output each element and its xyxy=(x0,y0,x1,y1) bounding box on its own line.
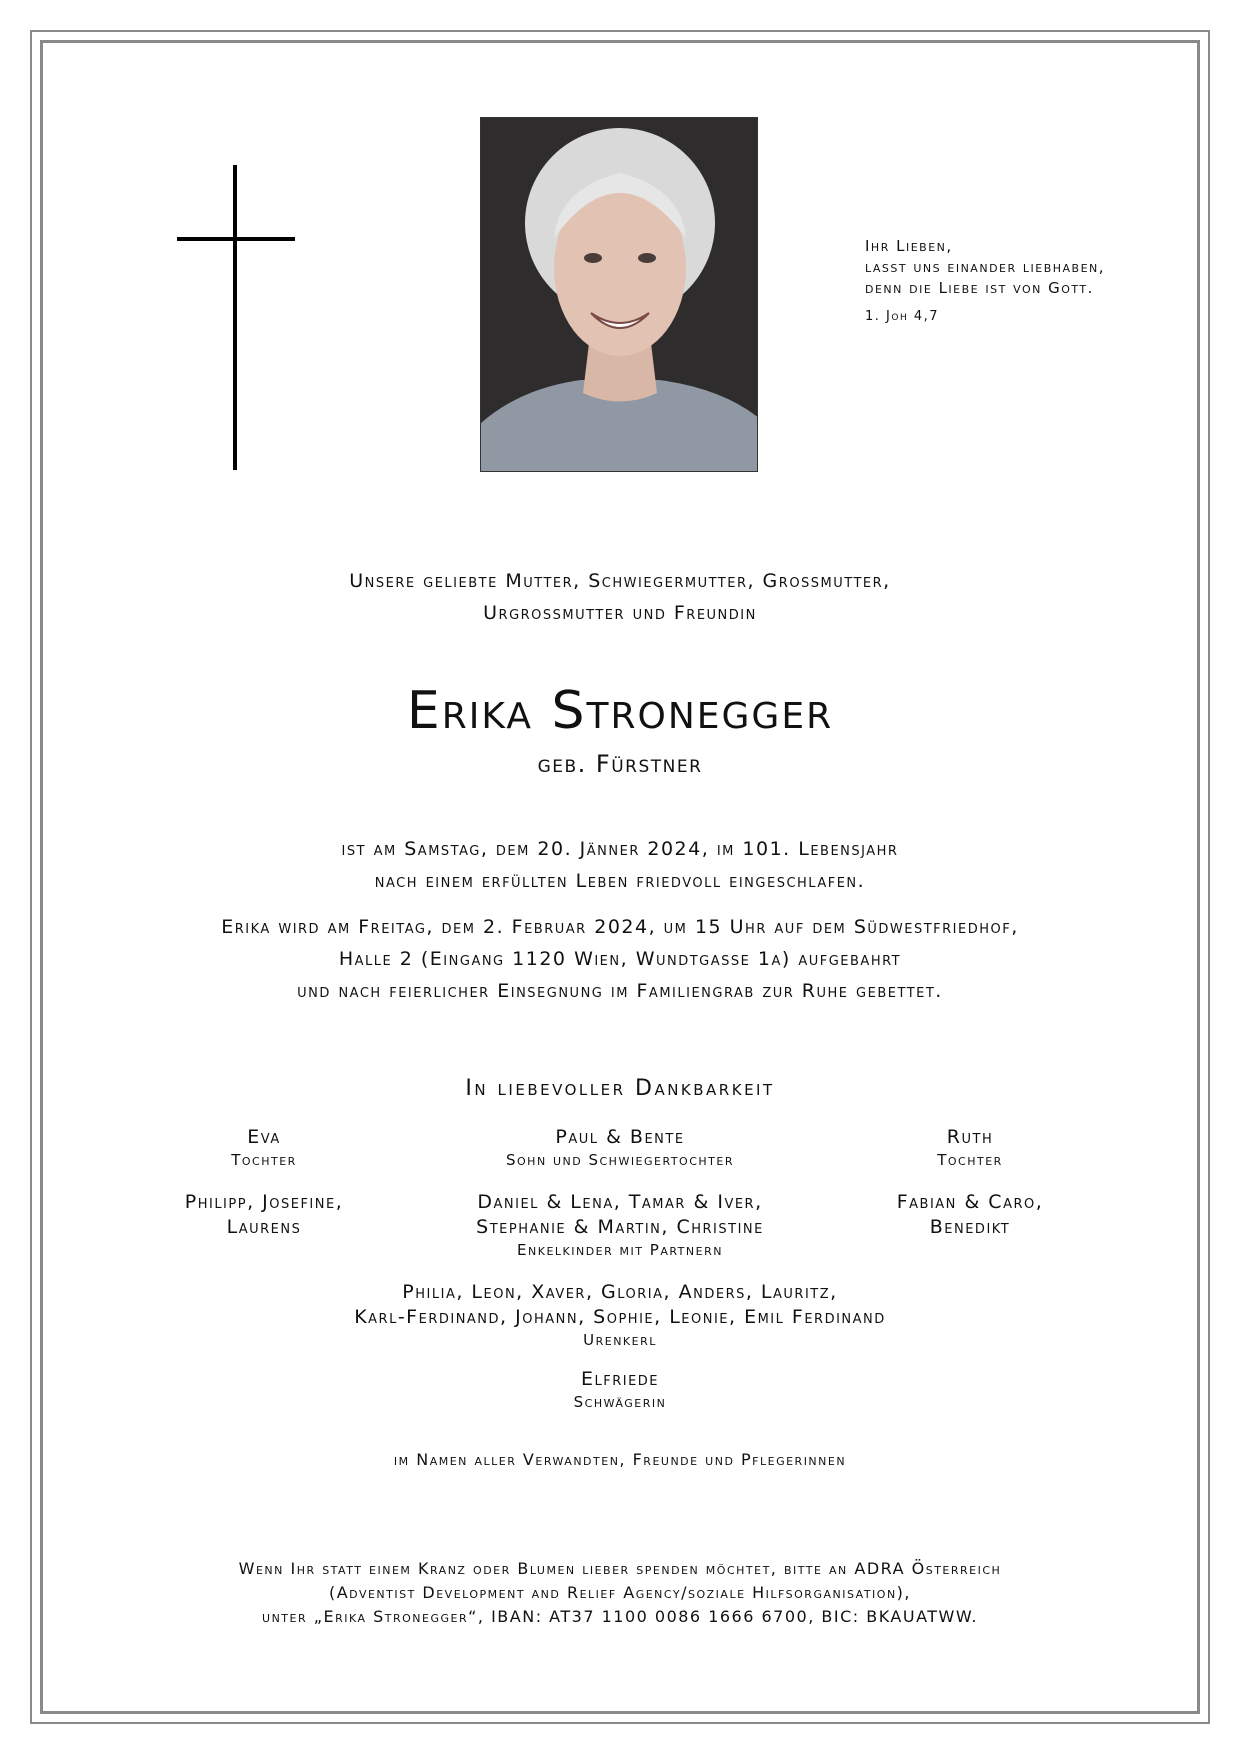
mourner-ruth xyxy=(830,1125,1110,1171)
verse-source: 1. Joh 4,7 xyxy=(865,309,940,324)
great-grandchildren xyxy=(40,1280,1200,1351)
mourner-eva xyxy=(124,1125,404,1171)
cross-horizontal-bar xyxy=(177,237,295,241)
mourner-name: Ruth xyxy=(946,1126,994,1148)
mourner-name: Karl-Ferdinand, Johann, Sophie, Leonie, Emil Ferdinand xyxy=(354,1306,886,1328)
on-behalf-text: im Namen aller Verwandten, Freunde und Pflegerinnen xyxy=(393,1450,847,1469)
verse-line: denn die Liebe ist von Gott. xyxy=(865,279,1094,297)
mourner-name: Laurens xyxy=(226,1216,302,1238)
funeral-line: Halle 2 (Eingang 1120 Wien, Wundtgasse 1a) aufgebahrt xyxy=(338,948,902,970)
intro-line: Urgrossmutter und Freundin xyxy=(483,602,757,624)
mourner-name: Fabian & Caro, xyxy=(896,1191,1044,1213)
portrait-illustration xyxy=(481,118,758,472)
grandchildren-right xyxy=(830,1190,1110,1240)
death-line: nach einem erfüllten Leben friedvoll eingeschlafen. xyxy=(374,870,866,892)
funeral-line: und nach feierlicher Einsegnung im Familiengrab zur Ruhe gebettet. xyxy=(297,980,943,1002)
verse-line: Ihr Lieben, xyxy=(865,237,953,255)
portrait-photo xyxy=(480,117,758,472)
mourner-paul xyxy=(410,1125,830,1171)
donation-notice xyxy=(40,1557,1200,1629)
mourner-name: Stephanie & Martin, Christine xyxy=(476,1216,764,1238)
maiden-name: geb. Fürstner xyxy=(537,750,703,778)
mourner-name: Daniel & Lena, Tamar & Iver, xyxy=(477,1191,763,1213)
grandchildren-left xyxy=(124,1190,404,1240)
verse-line: lasst uns einander liebhaben, xyxy=(865,258,1106,276)
mourner-role: Tochter xyxy=(231,1151,297,1169)
donation-line: (Adventist Development and Relief Agency/soziale Hilfsorganisation), xyxy=(328,1583,911,1602)
thanks-heading: In liebevoller Dankbarkeit xyxy=(465,1076,775,1101)
mourner-name: Philia, Leon, Xaver, Gloria, Anders, Lauritz, xyxy=(402,1281,838,1303)
mourner-role: Enkelkinder mit Partnern xyxy=(517,1241,723,1259)
mourner-name: Elfriede xyxy=(580,1368,660,1390)
donation-line: Wenn Ihr statt einem Kranz oder Blumen lieber spenden möchtet, bitte an ADRA Österreich xyxy=(238,1559,1002,1578)
donation-line: unter „Erika Stronegger“, IBAN: AT37 1100 0086 1666 6700, BIC: BKAUATWW. xyxy=(262,1607,978,1626)
mourner-name: Paul & Bente xyxy=(555,1126,685,1148)
mourner-role: Urenkerl xyxy=(583,1331,657,1349)
funeral-notice xyxy=(40,911,1200,1007)
cross-vertical-bar xyxy=(233,165,237,470)
intro-text xyxy=(40,565,1200,629)
mourner-name: Philipp, Josefine, xyxy=(184,1191,344,1213)
grandchildren-center xyxy=(410,1190,830,1261)
bible-verse xyxy=(865,236,1185,327)
intro-line: Unsere geliebte Mutter, Schwiegermutter, Grossmutter, xyxy=(349,570,891,592)
funeral-line: Erika wird am Freitag, dem 2. Februar 2024, um 15 Uhr auf dem Südwestfriedhof, xyxy=(221,916,1019,938)
mourner-elfriede xyxy=(40,1367,1200,1413)
death-line: ist am Samstag, dem 20. Jänner 2024, im 101. Lebensjahr xyxy=(341,838,899,860)
mourner-name: Eva xyxy=(247,1126,281,1148)
mourner-role: Tochter xyxy=(937,1151,1003,1169)
mourner-role: Schwägerin xyxy=(573,1393,667,1411)
mourner-name: Benedikt xyxy=(929,1216,1011,1238)
mourner-role: Sohn und Schwiegertochter xyxy=(506,1151,734,1169)
deceased-name: Erika Stronegger xyxy=(406,681,834,741)
death-notice xyxy=(40,833,1200,897)
